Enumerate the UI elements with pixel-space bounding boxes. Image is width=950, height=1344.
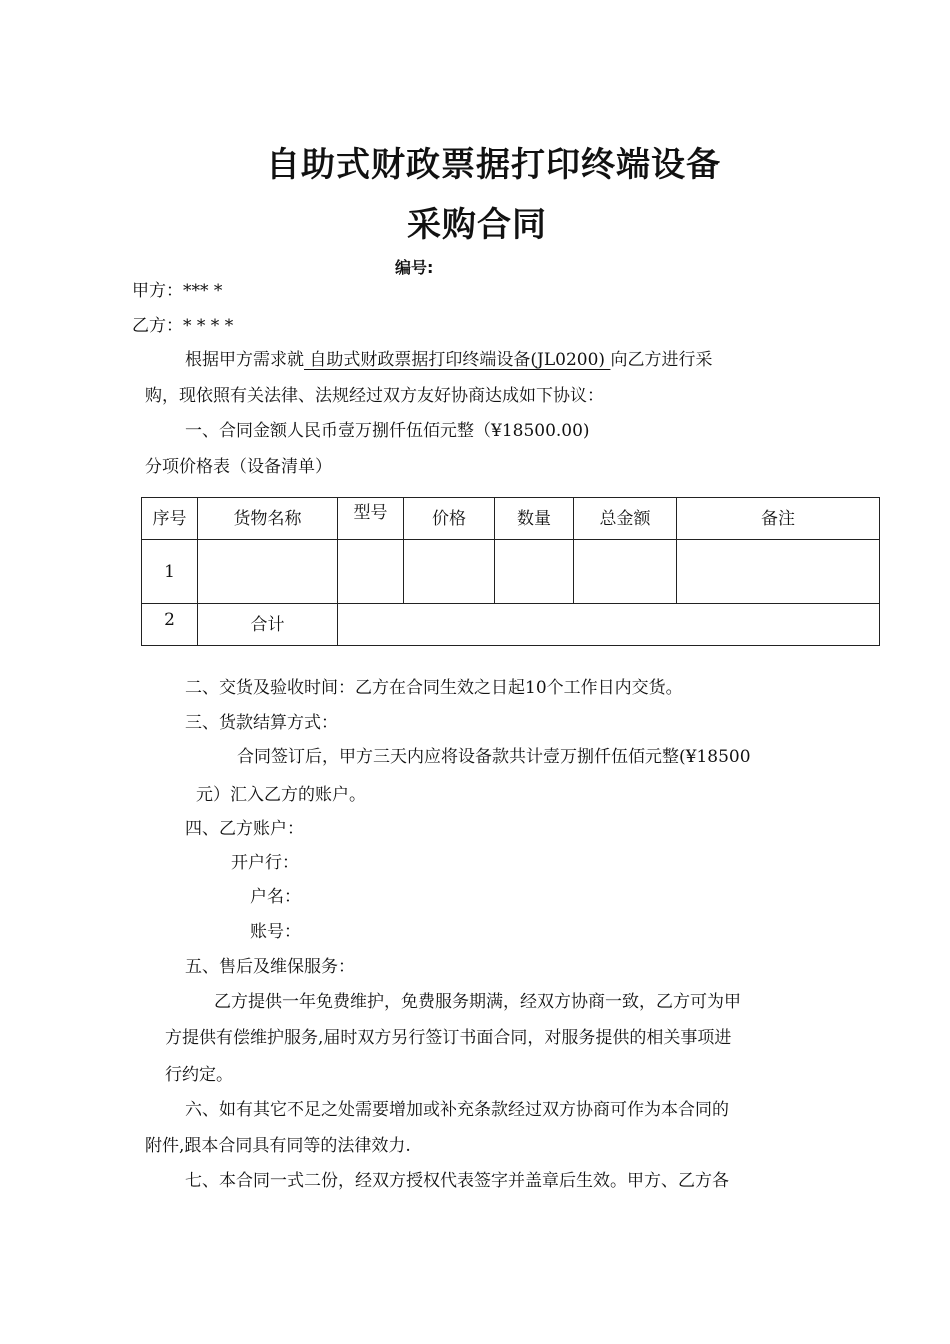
intro-line1 xyxy=(185,350,712,370)
clause-2: 二、交货及验收时间：乙方在合同生效之日起10个工作日内交货。 xyxy=(185,678,683,698)
clause-6-line2: 附件,跟本合同具有同等的法律效力. xyxy=(145,1136,411,1156)
table-cell xyxy=(495,540,574,604)
table-cell-total-value xyxy=(338,604,880,646)
contract-title-line1: 自助式财政票据打印终端设备 xyxy=(266,145,721,185)
account-name-label: 户名： xyxy=(250,887,301,907)
table-header-cell: 序号 xyxy=(142,498,198,540)
party-b: 乙方：* * * * xyxy=(132,316,234,336)
party-a: 甲方：*** * xyxy=(132,281,223,301)
clause-6-line1: 六、如有其它不足之处需要增加或补充条款经过双方协商可作为本合同的 xyxy=(185,1100,729,1120)
table-cell: 2 xyxy=(142,604,198,646)
intro-suffix: 向乙方进行采 xyxy=(610,350,713,370)
table-header-model: 型号 xyxy=(353,503,388,523)
table-header-cell: 货物名称 xyxy=(198,498,338,540)
account-number-label: 账号： xyxy=(250,922,301,942)
table-header-cell: 总金额 xyxy=(574,498,677,540)
clause-3: 三、货款结算方式： xyxy=(185,713,338,733)
table-cell: 1 xyxy=(142,540,198,604)
table-header-cell: 价格 xyxy=(404,498,495,540)
table-cell xyxy=(338,540,404,604)
intro-item: 自助式财政票据打印终端设备(JL0200) xyxy=(304,350,611,370)
clause-5-line1: 乙方提供一年免费维护，免费服务期满，经双方协商一致，乙方可为甲 xyxy=(214,992,741,1012)
price-table xyxy=(141,497,880,646)
clause-5-line2: 方提供有偿维护服务,届时双方另行签订书面合同，对服务提供的相关事项进 xyxy=(165,1028,732,1048)
clause-4: 四、乙方账户： xyxy=(185,819,304,839)
clause-5: 五、售后及维保服务： xyxy=(185,957,355,977)
clause-5-line3: 行约定。 xyxy=(165,1065,233,1085)
intro-prefix: 根据甲方需求就 xyxy=(185,350,304,370)
table-cell xyxy=(574,540,677,604)
table-caption: 分项价格表（设备清单） xyxy=(145,457,332,477)
table-cell: 合计 xyxy=(198,604,338,646)
clause-3-line2: 元）汇入乙方的账户。 xyxy=(196,785,366,805)
table-header-cell: 数量 xyxy=(495,498,574,540)
table-header-row xyxy=(142,498,880,540)
table-cell xyxy=(677,540,880,604)
table-header-cell xyxy=(338,498,404,540)
contract-number-label: 编号: xyxy=(395,258,434,277)
bank-label: 开户行： xyxy=(231,853,299,873)
contract-title-line2: 采购合同 xyxy=(407,205,547,245)
clause-1: 一、合同金额人民币壹万捌仟伍佰元整（¥18500.00) xyxy=(185,421,590,441)
table-row xyxy=(142,540,880,604)
intro-line2: 购，现依照有关法律、法规经过双方友好协商达成如下协议： xyxy=(145,386,604,406)
clause-3-line1: 合同签订后，甲方三天内应将设备款共计壹万捌仟伍佰元整(¥18500 xyxy=(237,747,751,767)
table-cell xyxy=(198,540,338,604)
table-row-total xyxy=(142,604,880,646)
table-header-cell: 备注 xyxy=(677,498,880,540)
table-cell xyxy=(404,540,495,604)
clause-7-line1: 七、本合同一式二份，经双方授权代表签字并盖章后生效。甲方、乙方各 xyxy=(185,1171,729,1191)
